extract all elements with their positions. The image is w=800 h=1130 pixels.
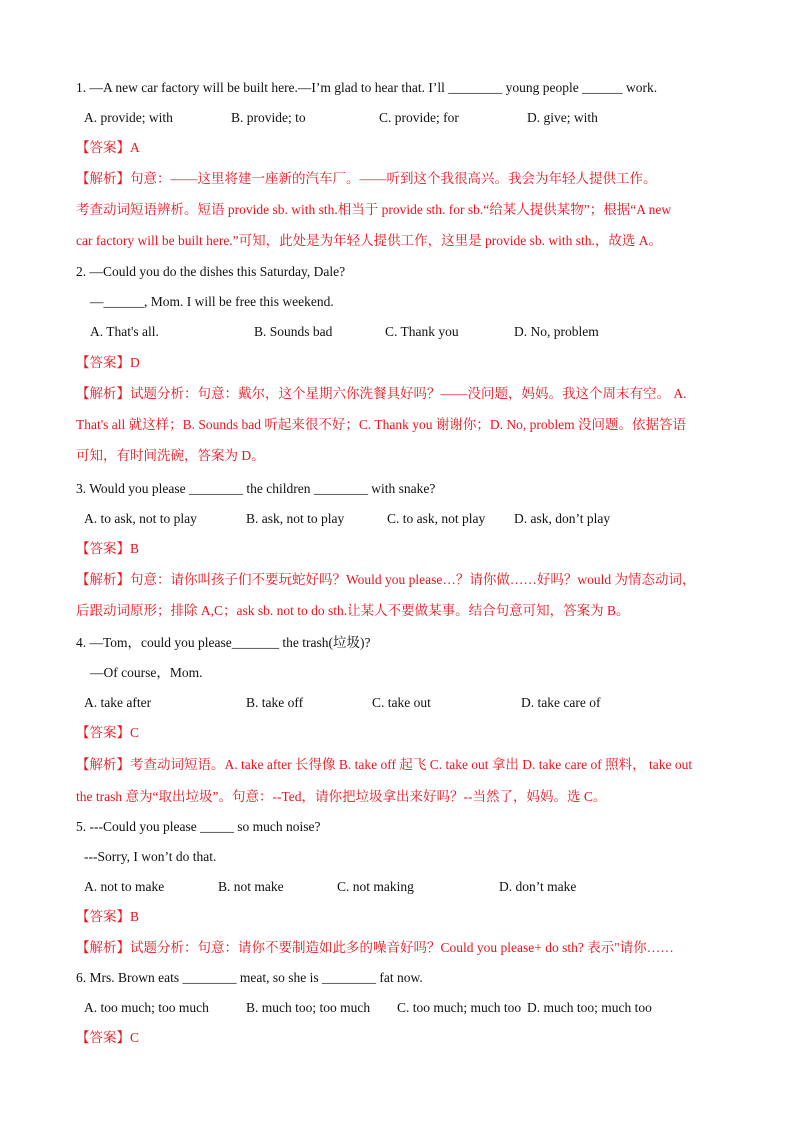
option-d: D. take care of: [521, 695, 601, 710]
question-4-analysis-line-2: the trash 意为“取出垃圾”。句意：--Ted，请你把垃圾拿出来好吗？--当然了，妈妈。选 C。: [76, 789, 607, 804]
question-1-options: [84, 108, 764, 128]
question-4-analysis-line-1: 【解析】考查动词短语。A. take after 长得像 B. take off 起飞 C. take out 拿出 D. take care of 照料， take out: [76, 757, 693, 772]
option-a: A. too much; too much: [84, 1000, 209, 1015]
question-5-answer: 【答案】B: [76, 909, 140, 924]
option-d: D. ask, don’t play: [514, 511, 611, 526]
option-b: B. take off: [246, 695, 304, 710]
option-b: B. ask, not to play: [246, 511, 345, 526]
option-d: D. give; with: [527, 110, 598, 125]
question-4-options: [84, 693, 764, 713]
question-1-analysis-line-1: 【解析】句意：——这里将建一座新的汽车厂。——听到这个我很高兴。我会为年轻人提供工作。: [76, 171, 657, 186]
question-3-stem: 3. Would you please ________ the children ________ with snake?: [76, 481, 436, 496]
question-5-options: [84, 877, 764, 897]
question-4-reply: —Of course，Mom.: [90, 665, 203, 680]
question-2-answer: 【答案】D: [76, 355, 140, 370]
question-5-reply: ---Sorry, I won’t do that.: [84, 849, 217, 864]
question-6-options: [84, 998, 764, 1018]
option-a: A. to ask, not to play: [84, 511, 197, 526]
option-d: D. much too; much too: [527, 1000, 652, 1015]
option-c: C. not making: [337, 879, 414, 894]
option-c: C. to ask, not play: [387, 511, 486, 526]
option-b: B. Sounds bad: [254, 324, 333, 339]
question-3-answer: 【答案】B: [76, 541, 140, 556]
option-a: A. take after: [84, 695, 152, 710]
question-6-stem: 6. Mrs. Brown eats ________ meat, so she is ________ fat now.: [76, 970, 423, 985]
question-2-stem: 2. —Could you do the dishes this Saturday, Dale?: [76, 264, 346, 279]
question-5-stem: 5. ---Could you please _____ so much noise?: [76, 819, 321, 834]
question-2-options: [84, 322, 764, 342]
question-1-analysis-line-3: car factory will be built here.”可知，此处是为年轻人提供工作，这里是 provide sb. with sth.，故选 A。: [76, 233, 663, 248]
option-a: A. That's all.: [90, 324, 159, 339]
option-c: C. Thank you: [385, 324, 459, 339]
question-3-analysis-line-2: 后跟动词原形；排除 A,C；ask sb. not to do sth.让某人不要做某事。结合句意可知，答案为 B。: [76, 603, 630, 618]
question-3-options: [84, 509, 764, 529]
option-c: C. too much; much too: [397, 1000, 522, 1015]
option-d: D. No, problem: [514, 324, 599, 339]
question-2-analysis-line-1: 【解析】试题分析：句意：戴尔，这个星期六你洗餐具好吗？——没问题，妈妈。我这个周末有空。 A.: [76, 386, 687, 401]
option-d: D. don’t make: [499, 879, 577, 894]
question-4-answer: 【答案】C: [76, 725, 140, 740]
question-6-answer: 【答案】C: [76, 1030, 140, 1045]
question-4-stem: 4. —Tom，could you please_______ the trash(垃圾)?: [76, 635, 371, 650]
question-2-analysis-line-2: That's all 就这样；B. Sounds bad 听起来很不好；C. Thank you 谢谢你；D. No, problem 没问题。依据答语: [76, 417, 687, 432]
option-a: A. provide; with: [84, 110, 173, 125]
question-1-analysis-line-2: 考查动词短语辨析。短语 provide sb. with sth.相当于 provide sth. for sb.“给某人提供某物”；根据“A new: [76, 202, 672, 217]
option-b: B. provide; to: [231, 110, 306, 125]
question-3-analysis-line-1: 【解析】句意：请你叫孩子们不要玩蛇好吗？Would you please…？请你做……好吗？would 为情态动词，: [76, 572, 696, 587]
option-c: C. take out: [372, 695, 431, 710]
question-2-reply: —______, Mom. I will be free this weekend.: [90, 294, 334, 309]
question-5-analysis-line-1: 【解析】试题分析：句意：请你不要制造如此多的噪音好吗？Could you please+ do sth? 表示"请你……: [76, 940, 674, 955]
option-b: B. much too; too much: [246, 1000, 371, 1015]
question-1-answer: 【答案】A: [76, 140, 140, 155]
question-2-analysis-line-3: 可知，有时间洗碗，答案为 D。: [76, 448, 265, 463]
option-a: A. not to make: [84, 879, 165, 894]
option-c: C. provide; for: [379, 110, 459, 125]
question-1-stem: 1. —A new car factory will be built here.—I’m glad to hear that. I’ll ________ young people ______ work.: [76, 80, 658, 95]
option-b: B. not make: [218, 879, 284, 894]
